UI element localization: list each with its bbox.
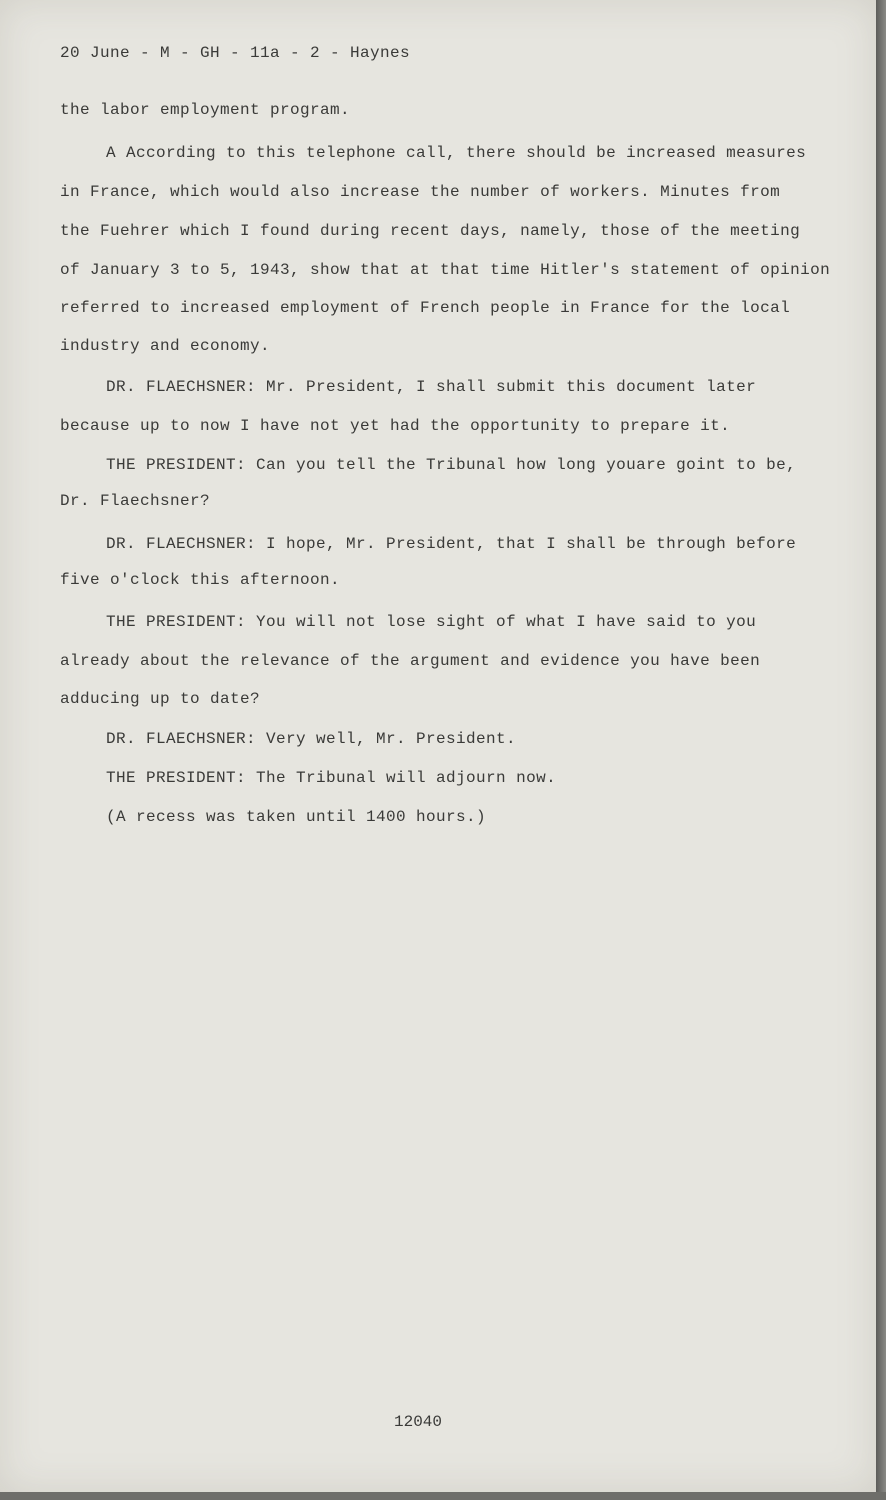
text-line: THE PRESIDENT: Can you tell the Tribunal how long youare goint to be, — [106, 456, 797, 474]
text-line: because up to now I have not yet had the opportunity to prepare it. — [60, 417, 731, 435]
text-line: (A recess was taken until 1400 hours.) — [106, 808, 487, 826]
text-line: DR. FLAECHSNER: I hope, Mr. President, that I shall be through before — [106, 535, 797, 553]
text-line: of January 3 to 5, 1943, show that at that time Hitler's statement of opinion — [60, 261, 831, 279]
text-line: five o'clock this afternoon. — [60, 571, 341, 589]
text-line: the labor employment program. — [60, 101, 351, 119]
text-line: in France, which would also increase the number of workers. Minutes from — [60, 183, 781, 201]
text-line: referred to increased employment of French people in France for the local — [60, 299, 791, 317]
text-line: already about the relevance of the argument and evidence you have been — [60, 652, 761, 670]
text-line: the Fuehrer which I found during recent days, namely, those of the meeting — [60, 222, 801, 240]
text-line: adducing up to date? — [60, 690, 261, 708]
scan-bottom-shadow — [0, 1492, 886, 1500]
text-line: industry and economy. — [60, 337, 271, 355]
text-line: THE PRESIDENT: The Tribunal will adjourn now. — [106, 769, 557, 787]
page-header: 20 June - M - GH - 11a - 2 - Haynes — [60, 44, 411, 62]
text-line: DR. FLAECHSNER: Mr. President, I shall submit this document later — [106, 378, 757, 396]
text-line: THE PRESIDENT: You will not lose sight of what I have said to you — [106, 613, 757, 631]
scan-edge-shadow — [876, 0, 886, 1500]
page-number: 12040 — [394, 1413, 443, 1431]
text-line: Dr. Flaechsner? — [60, 492, 211, 510]
text-line: A According to this telephone call, there should be increased measures — [106, 144, 807, 162]
text-line: DR. FLAECHSNER: Very well, Mr. President. — [106, 730, 517, 748]
